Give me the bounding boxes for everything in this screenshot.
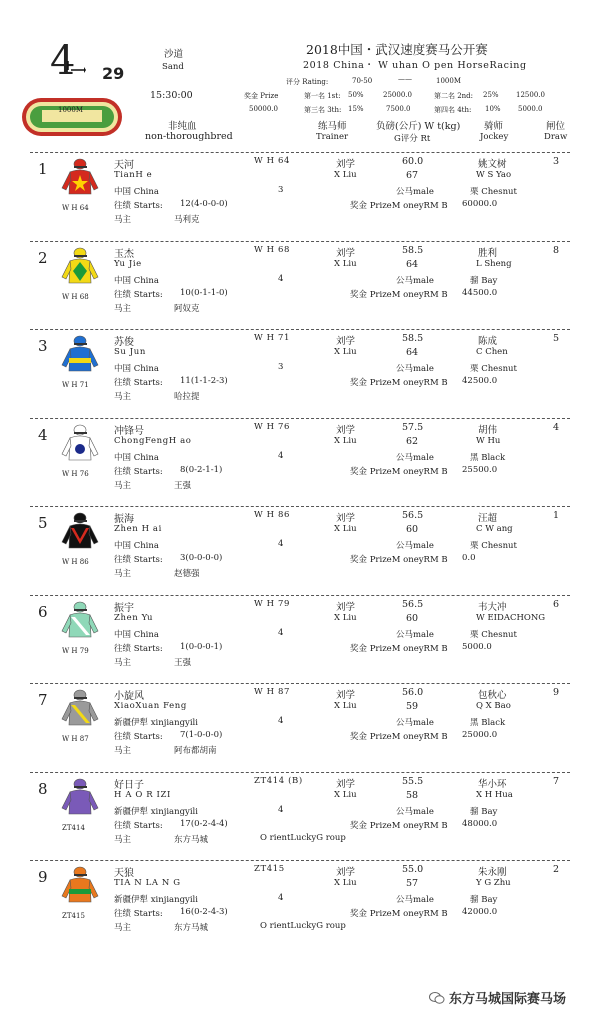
trainer-en: X Liu [334, 435, 357, 446]
entry-number: 8 [38, 779, 48, 798]
sex: 公马male [396, 187, 434, 197]
rating-range: 70-50 [352, 77, 373, 85]
place-3-amount: 7500.0 [386, 105, 411, 113]
draw: 5 [553, 333, 560, 344]
rating: 67 [406, 170, 419, 181]
place-3-label: 第三名 3th: [304, 106, 342, 114]
owner-label: 马主 [114, 657, 132, 668]
jockey-silk-icon [60, 778, 102, 822]
horse-name-en: Zhen Yu [114, 612, 154, 623]
sex: 公马male [396, 541, 434, 551]
jockey-en: C W ang [476, 524, 513, 534]
sex: 公马male [396, 275, 434, 286]
prize-money-label: 奖金 PrizeM oneyRM B [350, 643, 448, 654]
rating-dash: —— [398, 75, 412, 83]
trainer-cn: 刘学 [336, 513, 356, 524]
owner-name: 赵德强 [174, 569, 200, 579]
jockey-en: Q X Bao [476, 701, 511, 711]
rating: 57 [406, 878, 419, 889]
col-weight-cn: 负磅(公斤) W t(kg) [376, 121, 461, 132]
rating: 64 [406, 258, 419, 270]
start-arrow-icon [62, 60, 86, 79]
horse-age: 4 [278, 450, 284, 461]
wechat-icon [429, 991, 445, 1009]
weight: 58.5 [402, 244, 424, 256]
horse-color: 骝 Bay [470, 806, 498, 817]
weight: 55.0 [402, 864, 424, 875]
horse-color: 黑 Black [470, 452, 506, 463]
starts-label: 往绩 Starts: [114, 289, 163, 300]
trainer-en: X Liu [334, 878, 357, 888]
starts-label: 往绩 Starts: [114, 555, 163, 565]
rating: 64 [406, 347, 419, 358]
trainer-en: X Liu [334, 258, 357, 269]
horse-name-en: H A O R IZI [114, 789, 171, 800]
title-cn: 2018中国・武汉速度赛马公开赛 [306, 42, 488, 57]
jockey-cn: 包秋心 [478, 690, 507, 701]
weight: 56.0 [402, 687, 424, 698]
owner-name: 哈拉提 [174, 392, 200, 402]
jockey-cn: 胡伟 [478, 424, 498, 436]
prize-money: 5000.0 [462, 641, 492, 652]
place-2-pct: 25% [483, 91, 499, 99]
owner-name: 马利克 [174, 215, 200, 225]
owner-name: 东方马城 [174, 923, 209, 933]
col-jockey-en: Jockey [480, 132, 509, 142]
starts-record: 3(0-0-0-0) [180, 553, 223, 563]
horse-origin: 新疆伊犁 xinjiangyili [114, 806, 198, 817]
horse-color: 骝 Bay [470, 895, 498, 905]
horse-color: 栗 Chesnut [470, 541, 517, 551]
col-jockey-cn: 骑师 [484, 121, 504, 132]
horse-color: 栗 Chesnut [470, 629, 517, 640]
starts-label: 往绩 Starts: [114, 909, 163, 919]
owner-name: 王强 [174, 657, 192, 668]
horse-id: W H 79 [254, 598, 290, 609]
trainer-en: X Liu [334, 170, 357, 180]
horse-id: W H 76 [254, 421, 290, 432]
horse-id: W H 68 [254, 244, 290, 255]
horse-name-en: TianH e [114, 170, 153, 180]
trainer-en: X Liu [334, 789, 357, 800]
entry-number: 3 [38, 337, 48, 355]
breed-cn: 非纯血 [168, 121, 197, 132]
draw: 1 [553, 510, 560, 521]
entry-number: 9 [38, 868, 48, 886]
horse-name-en: TIA N LA N G [114, 878, 181, 888]
entry-number: 5 [38, 514, 48, 532]
trainer-cn: 刘学 [336, 424, 356, 436]
prize-label: 奖金 Prize [244, 92, 279, 100]
owner-name: 王强 [174, 480, 192, 491]
horse-age: 4 [278, 539, 284, 549]
horse-origin: 中国 China [114, 275, 159, 286]
entry-divider [30, 506, 570, 507]
horse-id: W H 87 [254, 687, 290, 697]
owner-label: 马主 [114, 569, 132, 579]
horse-name-en: ChongFengH ao [114, 435, 192, 446]
prize-money-label: 奖金 PrizeM oneyRM B [350, 820, 448, 831]
weight: 57.5 [402, 421, 424, 433]
entry-divider [30, 329, 570, 330]
col-draw-cn: 闸位 [546, 121, 566, 132]
race-distance-label: 29 [102, 64, 125, 83]
horse-color: 栗 Chesnut [470, 364, 517, 374]
horse-origin: 中国 China [114, 629, 159, 640]
surface-en: Sand [162, 62, 184, 72]
race-number: 4 [50, 38, 76, 84]
horse-id-code: W H 64 [62, 204, 89, 212]
entry-number: 2 [38, 248, 48, 267]
place-4-pct: 10% [485, 105, 501, 113]
jockey-silk-icon [60, 247, 102, 291]
owner-label: 马主 [114, 923, 132, 933]
horse-name-en: Su Jun [114, 347, 146, 357]
sex: 公马male [396, 452, 434, 463]
col-trainer-en: Trainer [316, 132, 349, 142]
starts-label: 往绩 Starts: [114, 378, 163, 388]
track-label: 1000M [58, 106, 83, 114]
track-diagram [20, 96, 125, 142]
jockey-en: W EIDACHONG [476, 612, 546, 623]
draw: 4 [553, 421, 560, 433]
jockey-cn: 姚文树 [478, 159, 507, 170]
horse-age: 3 [278, 362, 284, 372]
entry-divider [30, 595, 570, 596]
jockey-silk-icon [60, 335, 102, 379]
starts-record: 7(1-0-0-0) [180, 730, 223, 740]
footer-text: 东方马城国际赛马场 [448, 992, 566, 1007]
place-4-amount: 5000.0 [518, 105, 543, 113]
jockey-silk-icon [60, 158, 102, 202]
horse-origin: 新疆伊犁 xinjiangyili [114, 895, 198, 905]
entry-divider [30, 152, 570, 153]
owner-name: 东方马城 [174, 834, 209, 845]
prize-money: 44500.0 [462, 287, 498, 298]
race-time: 15:30:00 [150, 90, 193, 101]
jockey-silk-icon [60, 866, 102, 910]
horse-name-cn: 玉杰 [114, 248, 134, 260]
owner-label: 马主 [114, 480, 132, 491]
owner-name: 阿奴克 [174, 303, 200, 314]
horse-id-code: W H 87 [62, 735, 89, 743]
sex: 公马male [396, 629, 434, 640]
starts-label: 往绩 Starts: [114, 466, 163, 477]
prize-money-label: 奖金 PrizeM oneyRM B [350, 466, 448, 477]
horse-name-en: Yu Jie [114, 258, 142, 269]
horse-age: 4 [278, 804, 284, 815]
jockey-silk-icon [60, 512, 102, 556]
prize-money: 0.0 [462, 553, 476, 563]
horse-name-cn: 苏俊 [114, 337, 134, 348]
jockey-en: W S Yao [476, 170, 512, 180]
horse-id-code: W H 76 [62, 469, 89, 478]
horse-id-code: ZT415 [62, 912, 85, 920]
jockey-en: C Chen [476, 347, 508, 357]
weight: 55.5 [402, 775, 424, 787]
horse-id: ZT415 [254, 864, 285, 874]
owner-name-en: O rientLuckyG roup [260, 921, 346, 931]
starts-record: 12(4-0-0-0) [180, 199, 228, 209]
horse-id-code: W H 79 [62, 646, 89, 655]
owner-label: 马主 [114, 215, 132, 225]
title-en: 2018 China・ W uhan O pen HorseRacing [303, 60, 527, 71]
place-1-label: 第一名 1st: [304, 92, 341, 100]
horse-color: 黑 Black [470, 718, 506, 728]
rating: 62 [406, 435, 419, 447]
breed-en: non-thoroughbred [145, 131, 233, 142]
jockey-cn: 胜利 [478, 247, 498, 259]
sex: 公马male [396, 806, 434, 817]
rating: 60 [406, 524, 419, 535]
sex: 公马male [396, 364, 434, 374]
prize-money: 25500.0 [462, 464, 498, 475]
horse-color: 栗 Chesnut [470, 187, 517, 197]
owner-name: 阿布都胡南 [174, 746, 217, 756]
horse-id-code: ZT414 [62, 823, 85, 832]
col-weight-en: G评分 Rt [394, 134, 431, 144]
owner-label: 马主 [114, 746, 132, 756]
starts-label: 往绩 Starts: [114, 820, 163, 831]
jockey-silk-icon [60, 689, 102, 733]
owner-label: 马主 [114, 303, 132, 314]
draw: 7 [553, 775, 560, 787]
trainer-cn: 刘学 [336, 690, 356, 701]
starts-label: 往绩 Starts: [114, 201, 163, 211]
horse-name-cn: 好日子 [114, 779, 144, 791]
trainer-en: X Liu [334, 347, 357, 357]
jockey-cn: 华小环 [478, 778, 507, 790]
trainer-cn: 刘学 [336, 336, 356, 347]
horse-origin: 中国 China [114, 187, 159, 197]
jockey-en: X H Hua [476, 789, 513, 800]
horse-age: 3 [278, 185, 284, 195]
rating: 60 [406, 612, 419, 624]
prize-money: 42500.0 [462, 376, 498, 386]
trainer-en: X Liu [334, 612, 357, 623]
draw: 3 [553, 156, 560, 167]
starts-record: 8(0-2-1-1) [180, 464, 223, 475]
prize-money: 48000.0 [462, 818, 498, 829]
entry-divider [30, 772, 570, 773]
jockey-en: L Sheng [476, 258, 512, 269]
place-4-label: 第四名 4th: [434, 106, 472, 114]
trainer-cn: 刘学 [336, 601, 356, 613]
horse-age: 4 [278, 627, 284, 638]
prize-money: 25000.0 [462, 730, 498, 740]
place-1-pct: 50% [348, 91, 364, 99]
trainer-cn: 刘学 [336, 159, 356, 170]
draw: 6 [553, 598, 560, 610]
horse-id-code: W H 71 [62, 381, 89, 389]
col-draw-en: Draw [544, 132, 568, 142]
horse-name-cn: 冲锋号 [114, 425, 144, 437]
rating: 58 [406, 789, 419, 801]
horse-name-cn: 天狼 [114, 868, 134, 879]
jockey-cn: 陈成 [478, 336, 498, 347]
owner-name-en: O rientLuckyG roup [260, 832, 346, 843]
jockey-cn: 汪超 [478, 513, 498, 524]
horse-origin: 中国 China [114, 364, 159, 374]
sex: 公马male [396, 895, 434, 905]
jockey-silk-icon [60, 424, 102, 468]
starts-label: 往绩 Starts: [114, 643, 163, 654]
entry-divider [30, 860, 570, 861]
place-2-amount: 12500.0 [516, 91, 545, 99]
jockey-silk-icon [60, 601, 102, 645]
horse-id: W H 71 [254, 333, 290, 343]
prize-money-label: 奖金 PrizeM oneyRM B [350, 201, 448, 211]
horse-name-cn: 天河 [114, 160, 134, 171]
weight: 56.5 [402, 598, 424, 610]
rating-distance: 1000M [436, 77, 461, 85]
horse-origin: 中国 China [114, 541, 159, 551]
entry-number: 7 [38, 691, 48, 709]
horse-age: 4 [278, 273, 284, 284]
draw: 9 [553, 687, 560, 698]
horse-id-code: W H 68 [62, 292, 89, 301]
trainer-cn: 刘学 [336, 778, 356, 790]
starts-record: 1(0-0-0-1) [180, 641, 223, 652]
horse-name-en: XiaoXuan Feng [114, 701, 187, 711]
entry-number: 6 [38, 602, 48, 621]
horse-id-code: W H 86 [62, 558, 89, 566]
trainer-en: X Liu [334, 524, 357, 534]
surface-cn: 沙道 [164, 49, 184, 60]
jockey-cn: 韦大冲 [478, 601, 507, 613]
horse-age: 4 [278, 716, 284, 726]
starts-record: 10(0-1-1-0) [180, 287, 228, 298]
trainer-cn: 刘学 [336, 867, 356, 878]
horse-id: W H 86 [254, 510, 290, 520]
jockey-en: Y G Zhu [476, 878, 511, 888]
weight: 56.5 [402, 510, 424, 521]
prize-money: 42000.0 [462, 907, 498, 917]
jockey-en: W Hu [476, 435, 501, 446]
owner-label: 马主 [114, 834, 132, 845]
entry-divider [30, 418, 570, 419]
horse-name-cn: 振海 [114, 514, 134, 525]
prize-money-label: 奖金 PrizeM oneyRM B [350, 555, 448, 565]
prize-money-label: 奖金 PrizeM oneyRM B [350, 732, 448, 742]
prize-money: 60000.0 [462, 199, 498, 209]
draw: 8 [553, 244, 560, 256]
horse-age: 4 [278, 893, 284, 903]
col-trainer-cn: 练马师 [318, 121, 347, 132]
horse-name-cn: 小旋风 [114, 691, 144, 702]
entry-number: 4 [38, 425, 48, 444]
place-1-amount: 25000.0 [383, 91, 412, 99]
entry-divider [30, 683, 570, 684]
rating-label: 评分 Rating: [286, 78, 329, 86]
entry-divider [30, 241, 570, 242]
owner-label: 马主 [114, 392, 132, 402]
horse-id: ZT414 (B) [254, 775, 303, 786]
starts-label: 往绩 Starts: [114, 732, 163, 742]
place-2-label: 第二名 2nd: [434, 92, 474, 100]
weight: 58.5 [402, 333, 424, 344]
trainer-en: X Liu [334, 701, 357, 711]
horse-color: 骝 Bay [470, 275, 498, 286]
horse-name-en: Zhen H ai [114, 524, 162, 534]
prize-money-label: 奖金 PrizeM oneyRM B [350, 289, 448, 300]
draw: 2 [553, 864, 560, 875]
sex: 公马male [396, 718, 434, 728]
horse-origin: 新疆伊犁 xinjiangyili [114, 718, 198, 728]
jockey-cn: 朱永刚 [478, 867, 507, 878]
footer-brand [429, 988, 566, 1009]
prize-money-label: 奖金 PrizeM oneyRM B [350, 378, 448, 388]
starts-record: 17(0-2-4-4) [180, 818, 228, 829]
prize-total: 50000.0 [249, 105, 278, 113]
prize-money-label: 奖金 PrizeM oneyRM B [350, 909, 448, 919]
entry-number: 1 [38, 160, 48, 178]
horse-name-cn: 振宇 [114, 602, 134, 614]
trainer-cn: 刘学 [336, 247, 356, 259]
place-3-pct: 15% [348, 105, 364, 113]
horse-origin: 中国 China [114, 452, 159, 463]
horse-id: W H 64 [254, 156, 290, 166]
starts-record: 16(0-2-4-3) [180, 907, 228, 917]
rating: 59 [406, 701, 419, 712]
weight: 60.0 [402, 156, 424, 167]
starts-record: 11(1-1-2-3) [180, 376, 228, 386]
